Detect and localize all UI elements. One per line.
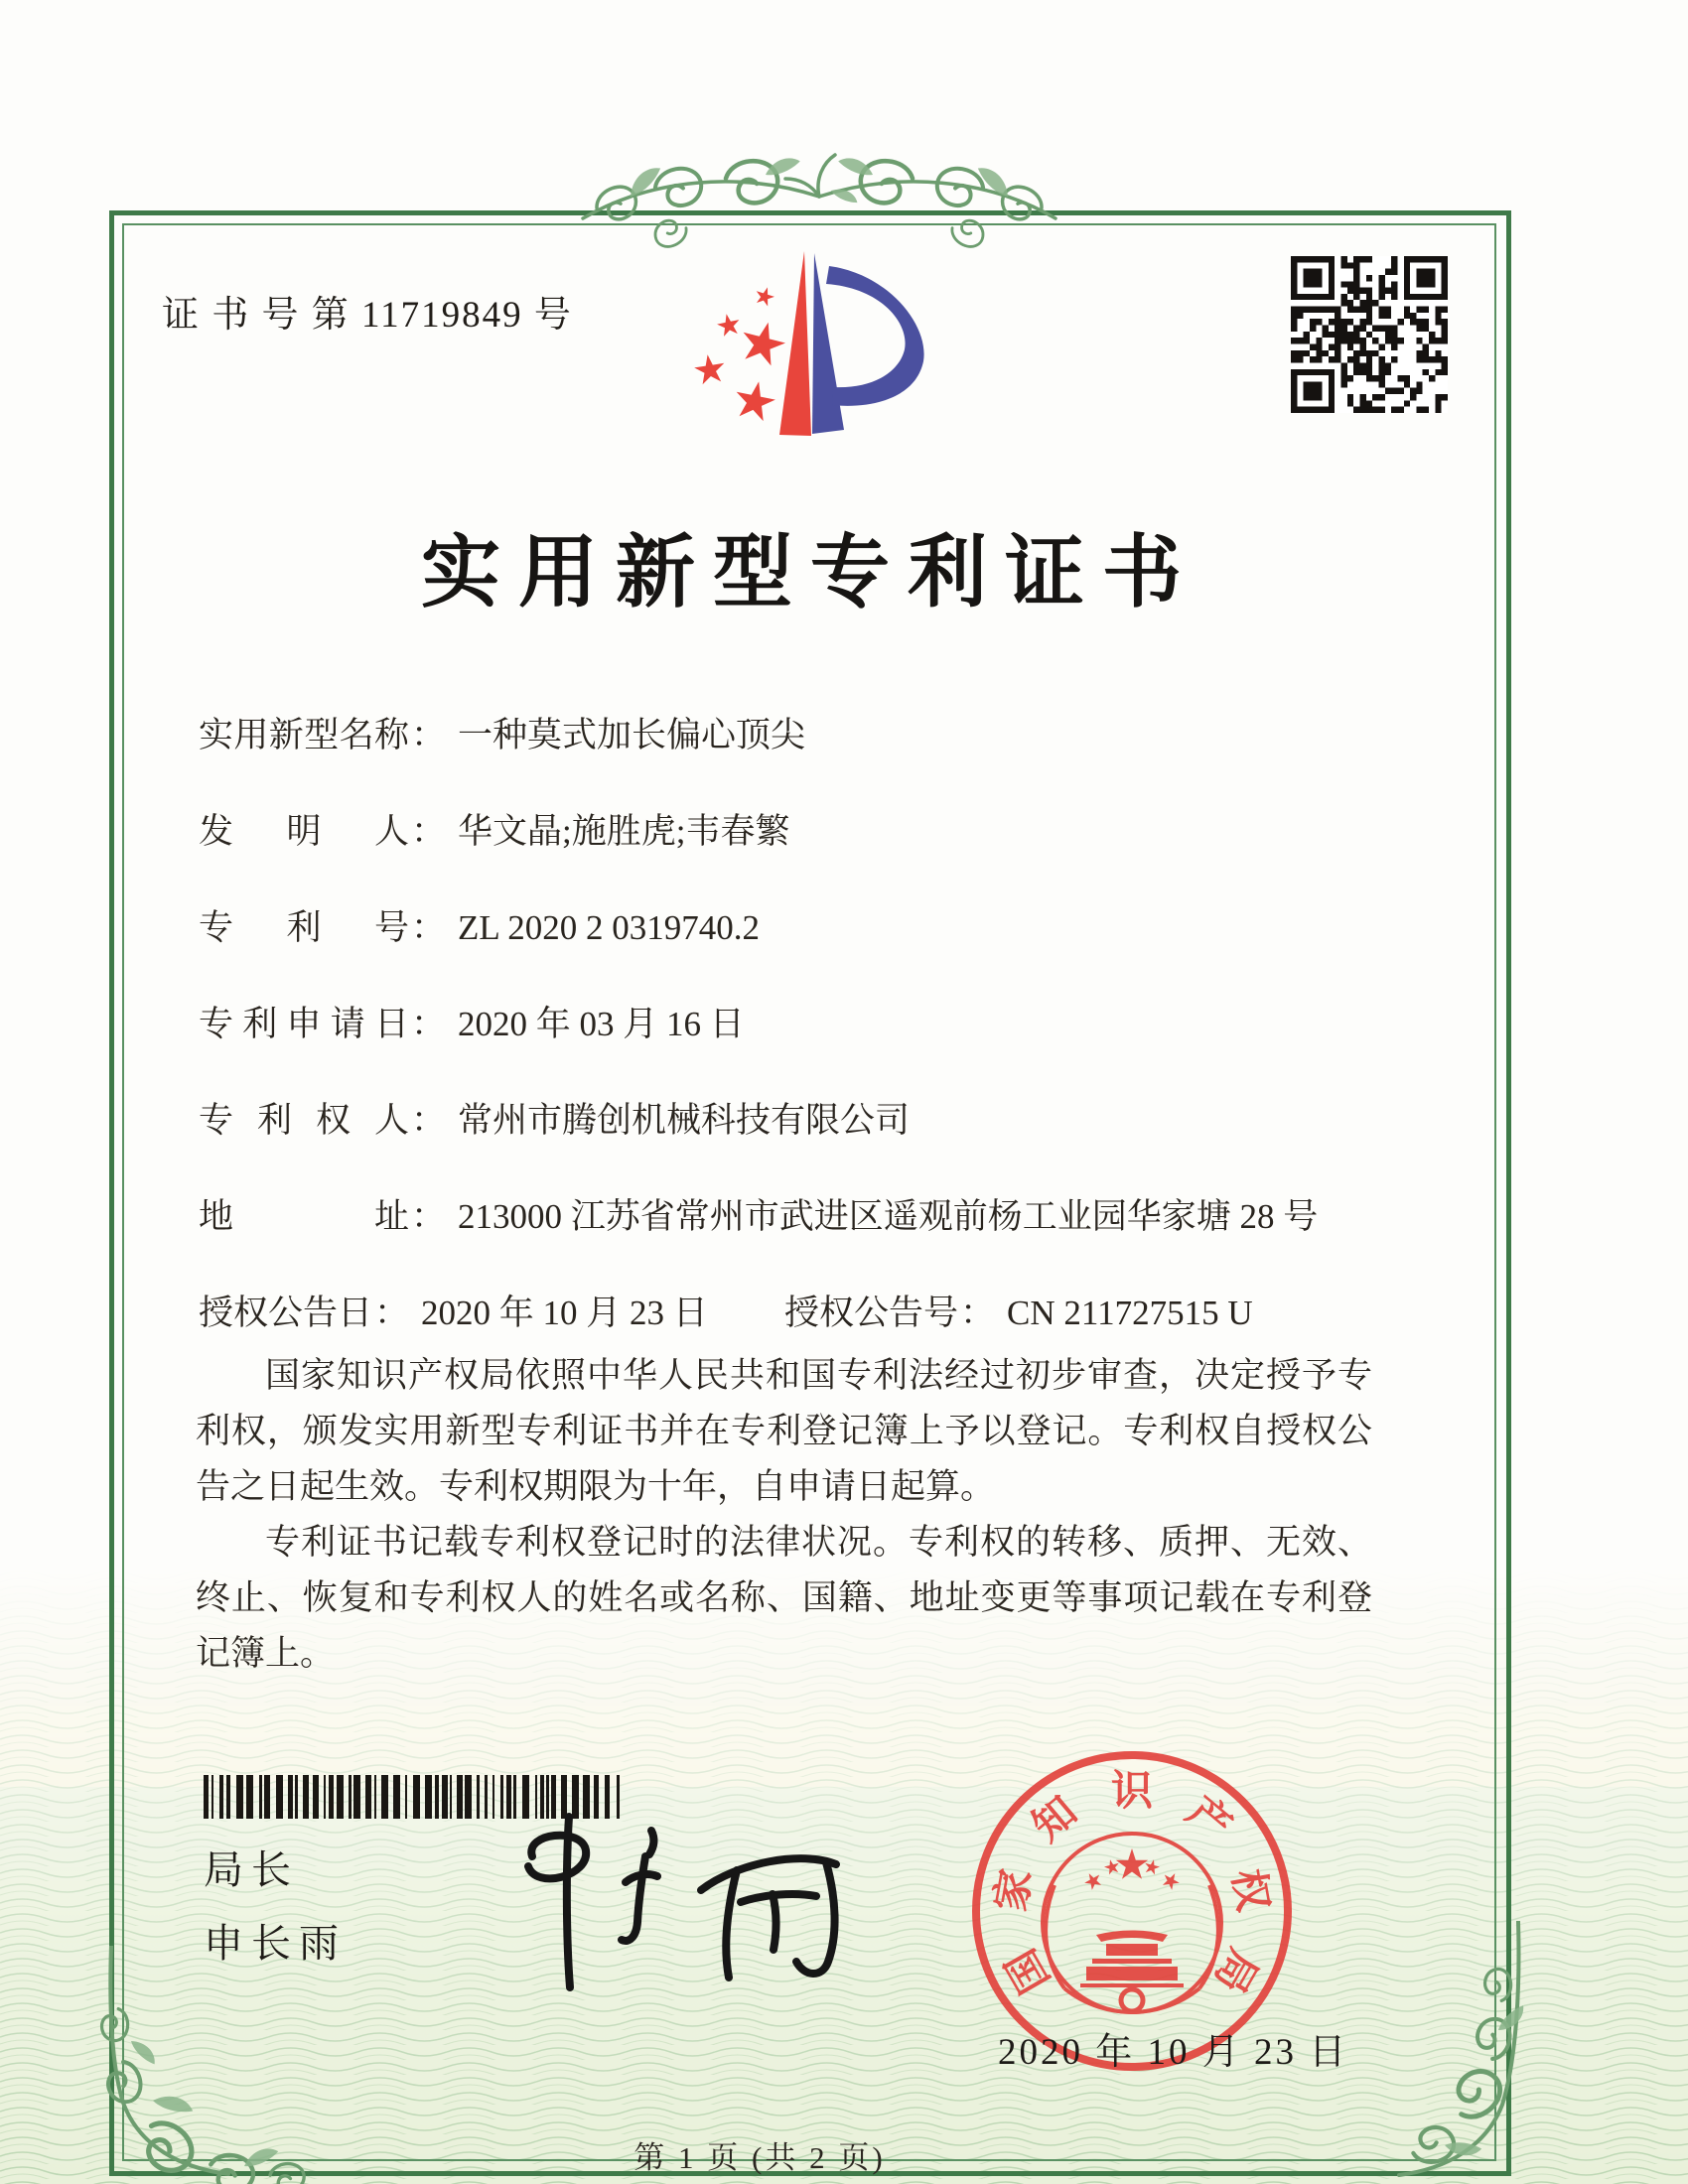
field-value: 华文晶;施胜虎;韦春繁 bbox=[458, 812, 790, 851]
handwritten-signature bbox=[475, 1795, 862, 1998]
field-row-patent-number: 专利号： ZL 2020 2 0319740.2 bbox=[199, 900, 760, 950]
grant-number-value: CN 211727515 U bbox=[1007, 1294, 1253, 1332]
legal-body-text bbox=[196, 1348, 1372, 1682]
field-value: 一种莫式加长偏心顶尖 bbox=[458, 716, 806, 754]
field-row-grant-number: 授权公告号： CN 211727515 U bbox=[784, 1294, 1253, 1332]
field-row-inventors: 发明人： 华文晶;施胜虎;韦春繁 bbox=[199, 804, 789, 854]
field-label: 专利号 bbox=[199, 908, 409, 947]
field-row-address: 地址： 213000 江苏省常州市武进区遥观前杨工业园华家塘 28 号 bbox=[199, 1189, 1318, 1239]
page-indicator: 第 1 页 (共 2 页) bbox=[633, 2140, 886, 2175]
svg-text:产: 产 bbox=[1178, 1788, 1240, 1851]
grant-date-label: 授权公告日 bbox=[199, 1294, 373, 1332]
field-label: 实用新型名称 bbox=[199, 716, 409, 754]
director-name: 申长雨 bbox=[204, 1921, 347, 1966]
svg-text:权: 权 bbox=[1222, 1865, 1276, 1915]
field-label: 专利权人 bbox=[199, 1101, 409, 1140]
grant-date-value: 2020 年 10 月 23 日 bbox=[421, 1294, 708, 1332]
svg-text:知: 知 bbox=[1024, 1788, 1086, 1851]
seal-ring-text bbox=[988, 1768, 1277, 2000]
field-label: 专利申请日 bbox=[199, 1005, 409, 1043]
svg-text:国: 国 bbox=[998, 1941, 1059, 2000]
field-value: 213000 江苏省常州市武进区遥观前杨工业园华家塘 28 号 bbox=[458, 1197, 1319, 1236]
field-row-patentee: 专利权人： 常州市腾创机械科技有限公司 bbox=[199, 1093, 910, 1143]
director-title: 局长 bbox=[204, 1847, 299, 1892]
grant-number-label: 授权公告号 bbox=[784, 1294, 959, 1332]
field-row-filing-date: 专利申请日： 2020 年 03 月 16 日 bbox=[199, 997, 745, 1046]
field-value: ZL 2020 2 0319740.2 bbox=[458, 908, 760, 947]
legal-paragraph-1: 国家知识产权局依照中华人民共和国专利法经过初步审查，决定授予专利权，颁发实用新型专利证书并在专利登记簿上予以登记。专利权自授权公告之日起生效。专利权期限为十年，自申请日起算。 bbox=[196, 1356, 1372, 1506]
field-value: 常州市腾创机械科技有限公司 bbox=[458, 1101, 911, 1140]
certificate-number: 证 书 号 第 11719849 号 bbox=[162, 295, 573, 336]
field-label: 地址 bbox=[199, 1197, 409, 1236]
field-row-utility-model-name: 实用新型名称： 一种莫式加长偏心顶尖 bbox=[199, 708, 805, 757]
svg-text:家: 家 bbox=[988, 1865, 1042, 1915]
field-row-grant-date: 授权公告日： 2020 年 10 月 23 日 bbox=[199, 1294, 708, 1332]
svg-text:局: 局 bbox=[1204, 1941, 1266, 2000]
seal-date: 2020 年 10 月 23 日 bbox=[998, 2032, 1349, 2073]
field-label: 发明人 bbox=[199, 812, 409, 851]
document-title: 实用新型专利证书 bbox=[421, 530, 1199, 617]
legal-paragraph-2: 专利证书记载专利权登记时的法律状况。专利权的转移、质押、无效、终止、恢复和专利权人的姓名或名称、国籍、地址变更等事项记载在专利登记簿上。 bbox=[196, 1523, 1372, 1673]
field-value: 2020 年 03 月 16 日 bbox=[458, 1005, 745, 1043]
national-emblem-icon bbox=[1043, 1834, 1221, 2012]
cnipa-patent-logo bbox=[685, 240, 933, 439]
qr-code bbox=[1291, 256, 1448, 413]
svg-text:识: 识 bbox=[1110, 1769, 1154, 1815]
